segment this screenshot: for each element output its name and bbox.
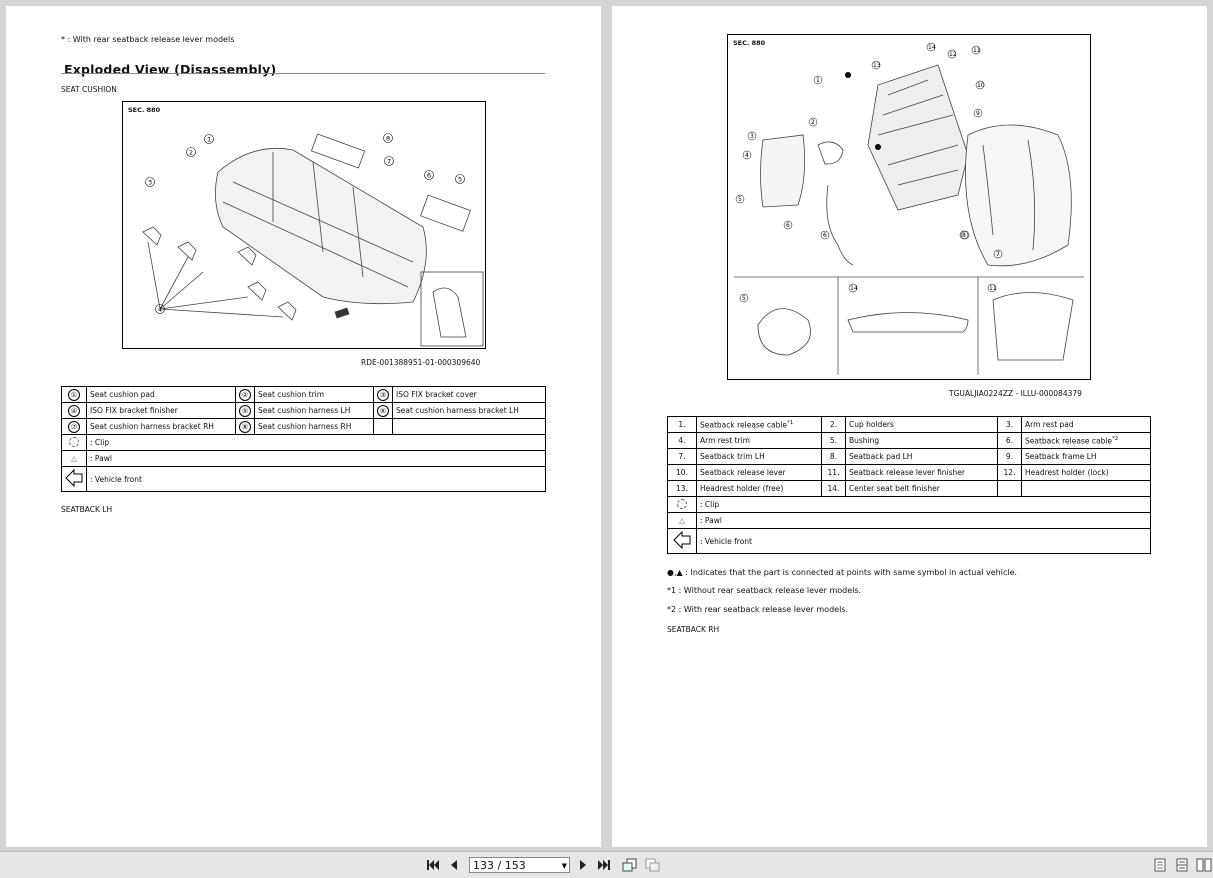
vehicle-front-icon	[65, 469, 83, 487]
section-heading: Exploded View (Disassembly)	[64, 62, 277, 77]
part-number: ①	[68, 389, 80, 401]
seat-cushion-drawing	[123, 102, 485, 348]
vehicle-front-icon	[673, 531, 691, 549]
part-number: 10.	[668, 465, 697, 481]
svg-text:3: 3	[148, 178, 153, 187]
svg-text:10: 10	[977, 82, 985, 89]
clip-icon	[69, 437, 79, 447]
part-name: Seat cushion trim	[255, 387, 374, 403]
part-name: Headrest holder (lock)	[1022, 465, 1151, 481]
part-name: Seatback frame LH	[1022, 449, 1151, 465]
svg-text:6: 6	[823, 232, 827, 239]
figure-sec-label: SEC. 880	[733, 39, 766, 47]
svg-text:5: 5	[458, 175, 463, 184]
svg-text:2: 2	[189, 148, 194, 157]
two-page-icon[interactable]	[1196, 858, 1212, 872]
part-name: Seat cushion harness RH	[255, 419, 374, 435]
part-name: Seat cushion harness LH	[255, 403, 374, 419]
svg-text:7: 7	[387, 157, 392, 166]
part-number: 3.	[998, 417, 1022, 433]
table-row	[668, 417, 1151, 433]
footnote-ref: *1	[787, 419, 794, 426]
svg-text:2: 2	[811, 119, 815, 126]
figure-sec-label: SEC. 880	[128, 106, 161, 114]
figure-code: TGUALJIA0224ZZ - ILLU-000084379	[949, 389, 1082, 398]
part-name: Seatback pad LH	[846, 449, 998, 465]
table-row	[62, 387, 546, 403]
footnote-1: *1 : Without rear seatback release lever models.	[667, 586, 862, 595]
part-number: 5.	[822, 433, 846, 449]
svg-text:9: 9	[976, 110, 980, 117]
table-row	[668, 481, 1151, 497]
part-name: Arm rest trim	[697, 433, 822, 449]
symbol-pawl-label: : Pawl	[697, 513, 1151, 529]
part-number: ⑦	[68, 421, 80, 433]
part-number: ③	[377, 389, 389, 401]
table-row	[668, 433, 1151, 449]
single-page-icon[interactable]	[1154, 858, 1166, 872]
parts-legend-table	[667, 416, 1151, 554]
svg-text:5: 5	[742, 295, 746, 302]
part-number: 11.	[822, 465, 846, 481]
part-name: Seatback release lever finisher	[846, 465, 998, 481]
part-number: 8.	[822, 449, 846, 465]
table-row	[62, 467, 546, 492]
part-name: Headrest holder (free)	[697, 481, 822, 497]
seat-cushion-figure	[122, 101, 486, 349]
svg-text:12: 12	[949, 51, 957, 58]
part-name: Seatback release cable	[700, 420, 788, 430]
part-number: ⑥	[377, 405, 389, 417]
table-row	[668, 497, 1151, 513]
pawl-icon: △	[71, 454, 77, 463]
svg-text:8: 8	[386, 134, 391, 143]
table-row	[62, 419, 546, 435]
footnote: * : With rear seatback release lever models	[61, 35, 235, 44]
part-number: 2.	[822, 417, 846, 433]
part-name: Seatback release lever	[697, 465, 822, 481]
page-indicator: 133 / 153	[473, 859, 526, 872]
part-number: ⑤	[239, 405, 251, 417]
table-row	[668, 513, 1151, 529]
part-number: 6.	[998, 433, 1022, 449]
svg-text:6: 6	[427, 171, 432, 180]
clip-icon	[677, 499, 687, 509]
svg-text:14: 14	[928, 44, 936, 51]
part-number: 14.	[822, 481, 846, 497]
svg-text:1: 1	[207, 135, 212, 144]
footnote-2: *2 : With rear seatback release lever models.	[667, 605, 848, 614]
part-number: 4.	[668, 433, 697, 449]
go-forward-icon[interactable]	[645, 858, 661, 872]
page-number-select[interactable]	[469, 857, 570, 873]
svg-text:13: 13	[873, 62, 881, 69]
prev-page-icon[interactable]	[448, 858, 460, 872]
svg-text:6: 6	[786, 222, 790, 229]
table-row	[62, 403, 546, 419]
table-row	[668, 465, 1151, 481]
connection-note: ●,▲ : Indicates that the part is connected at points with same symbol in actual vehicle.	[667, 568, 1018, 577]
part-name: Cup holders	[846, 417, 998, 433]
parts-legend-table	[61, 386, 546, 492]
part-name: ISO FIX bracket finisher	[87, 403, 236, 419]
part-number: ⑧	[239, 421, 251, 433]
svg-text:14: 14	[850, 285, 858, 292]
svg-text:4: 4	[745, 152, 749, 159]
svg-text:4: 4	[158, 305, 163, 314]
svg-text:11: 11	[973, 47, 981, 54]
part-name: Seat cushion harness bracket LH	[393, 403, 546, 419]
symbol-clip-label: : Clip	[87, 435, 546, 451]
table-row	[62, 451, 546, 467]
seatback-lh-label: SEATBACK LH	[61, 505, 113, 514]
part-name: Bushing	[846, 433, 998, 449]
table-row	[62, 435, 546, 451]
seat-cushion-label: SEAT CUSHION	[61, 85, 117, 94]
seatback-rh-label: SEATBACK RH	[667, 625, 720, 634]
last-page-icon[interactable]	[597, 858, 611, 872]
svg-text:11: 11	[989, 285, 997, 292]
viewer-toolbar	[0, 851, 1213, 878]
figure-code: RDE-001388951-01-000309640	[361, 358, 481, 367]
svg-text:7: 7	[996, 251, 1000, 258]
part-number: 9.	[998, 449, 1022, 465]
symbol-vehicle-front-label: : Vehicle front	[697, 529, 1151, 554]
part-name: ISO FIX bracket cover	[393, 387, 546, 403]
footnote-ref: *2	[1112, 435, 1119, 442]
heading-rule	[61, 73, 545, 74]
table-row	[668, 529, 1151, 554]
table-row	[668, 449, 1151, 465]
document-page-left	[6, 6, 601, 847]
go-back-icon[interactable]	[622, 858, 638, 872]
part-number: ④	[68, 405, 80, 417]
svg-text:5: 5	[738, 196, 742, 203]
seatback-figure	[727, 34, 1091, 380]
symbol-clip-label: : Clip	[697, 497, 1151, 513]
part-number: ②	[239, 389, 251, 401]
chevron-down-icon: ▼	[561, 862, 567, 870]
part-name: Seatback trim LH	[697, 449, 822, 465]
first-page-icon[interactable]	[426, 858, 440, 872]
part-number: 7.	[668, 449, 697, 465]
svg-text:3: 3	[750, 133, 754, 140]
part-name: Seat cushion pad	[87, 387, 236, 403]
symbol-pawl-label: : Pawl	[87, 451, 546, 467]
part-name: Center seat belt finisher	[846, 481, 998, 497]
part-number: 13.	[668, 481, 697, 497]
document-page-right	[612, 6, 1207, 847]
svg-text:8: 8	[962, 232, 966, 239]
seatback-drawing	[728, 35, 1090, 379]
svg-text:1: 1	[816, 77, 820, 84]
pawl-icon: △	[679, 516, 685, 525]
part-number: 1.	[668, 417, 697, 433]
symbol-vehicle-front-label: : Vehicle front	[87, 467, 546, 492]
part-name: Arm rest pad	[1022, 417, 1151, 433]
part-name: Seatback release cable	[1025, 436, 1113, 446]
part-number: 12.	[998, 465, 1022, 481]
part-name: Seat cushion harness bracket RH	[87, 419, 236, 435]
next-page-icon[interactable]	[577, 858, 589, 872]
continuous-page-icon[interactable]	[1176, 858, 1188, 872]
